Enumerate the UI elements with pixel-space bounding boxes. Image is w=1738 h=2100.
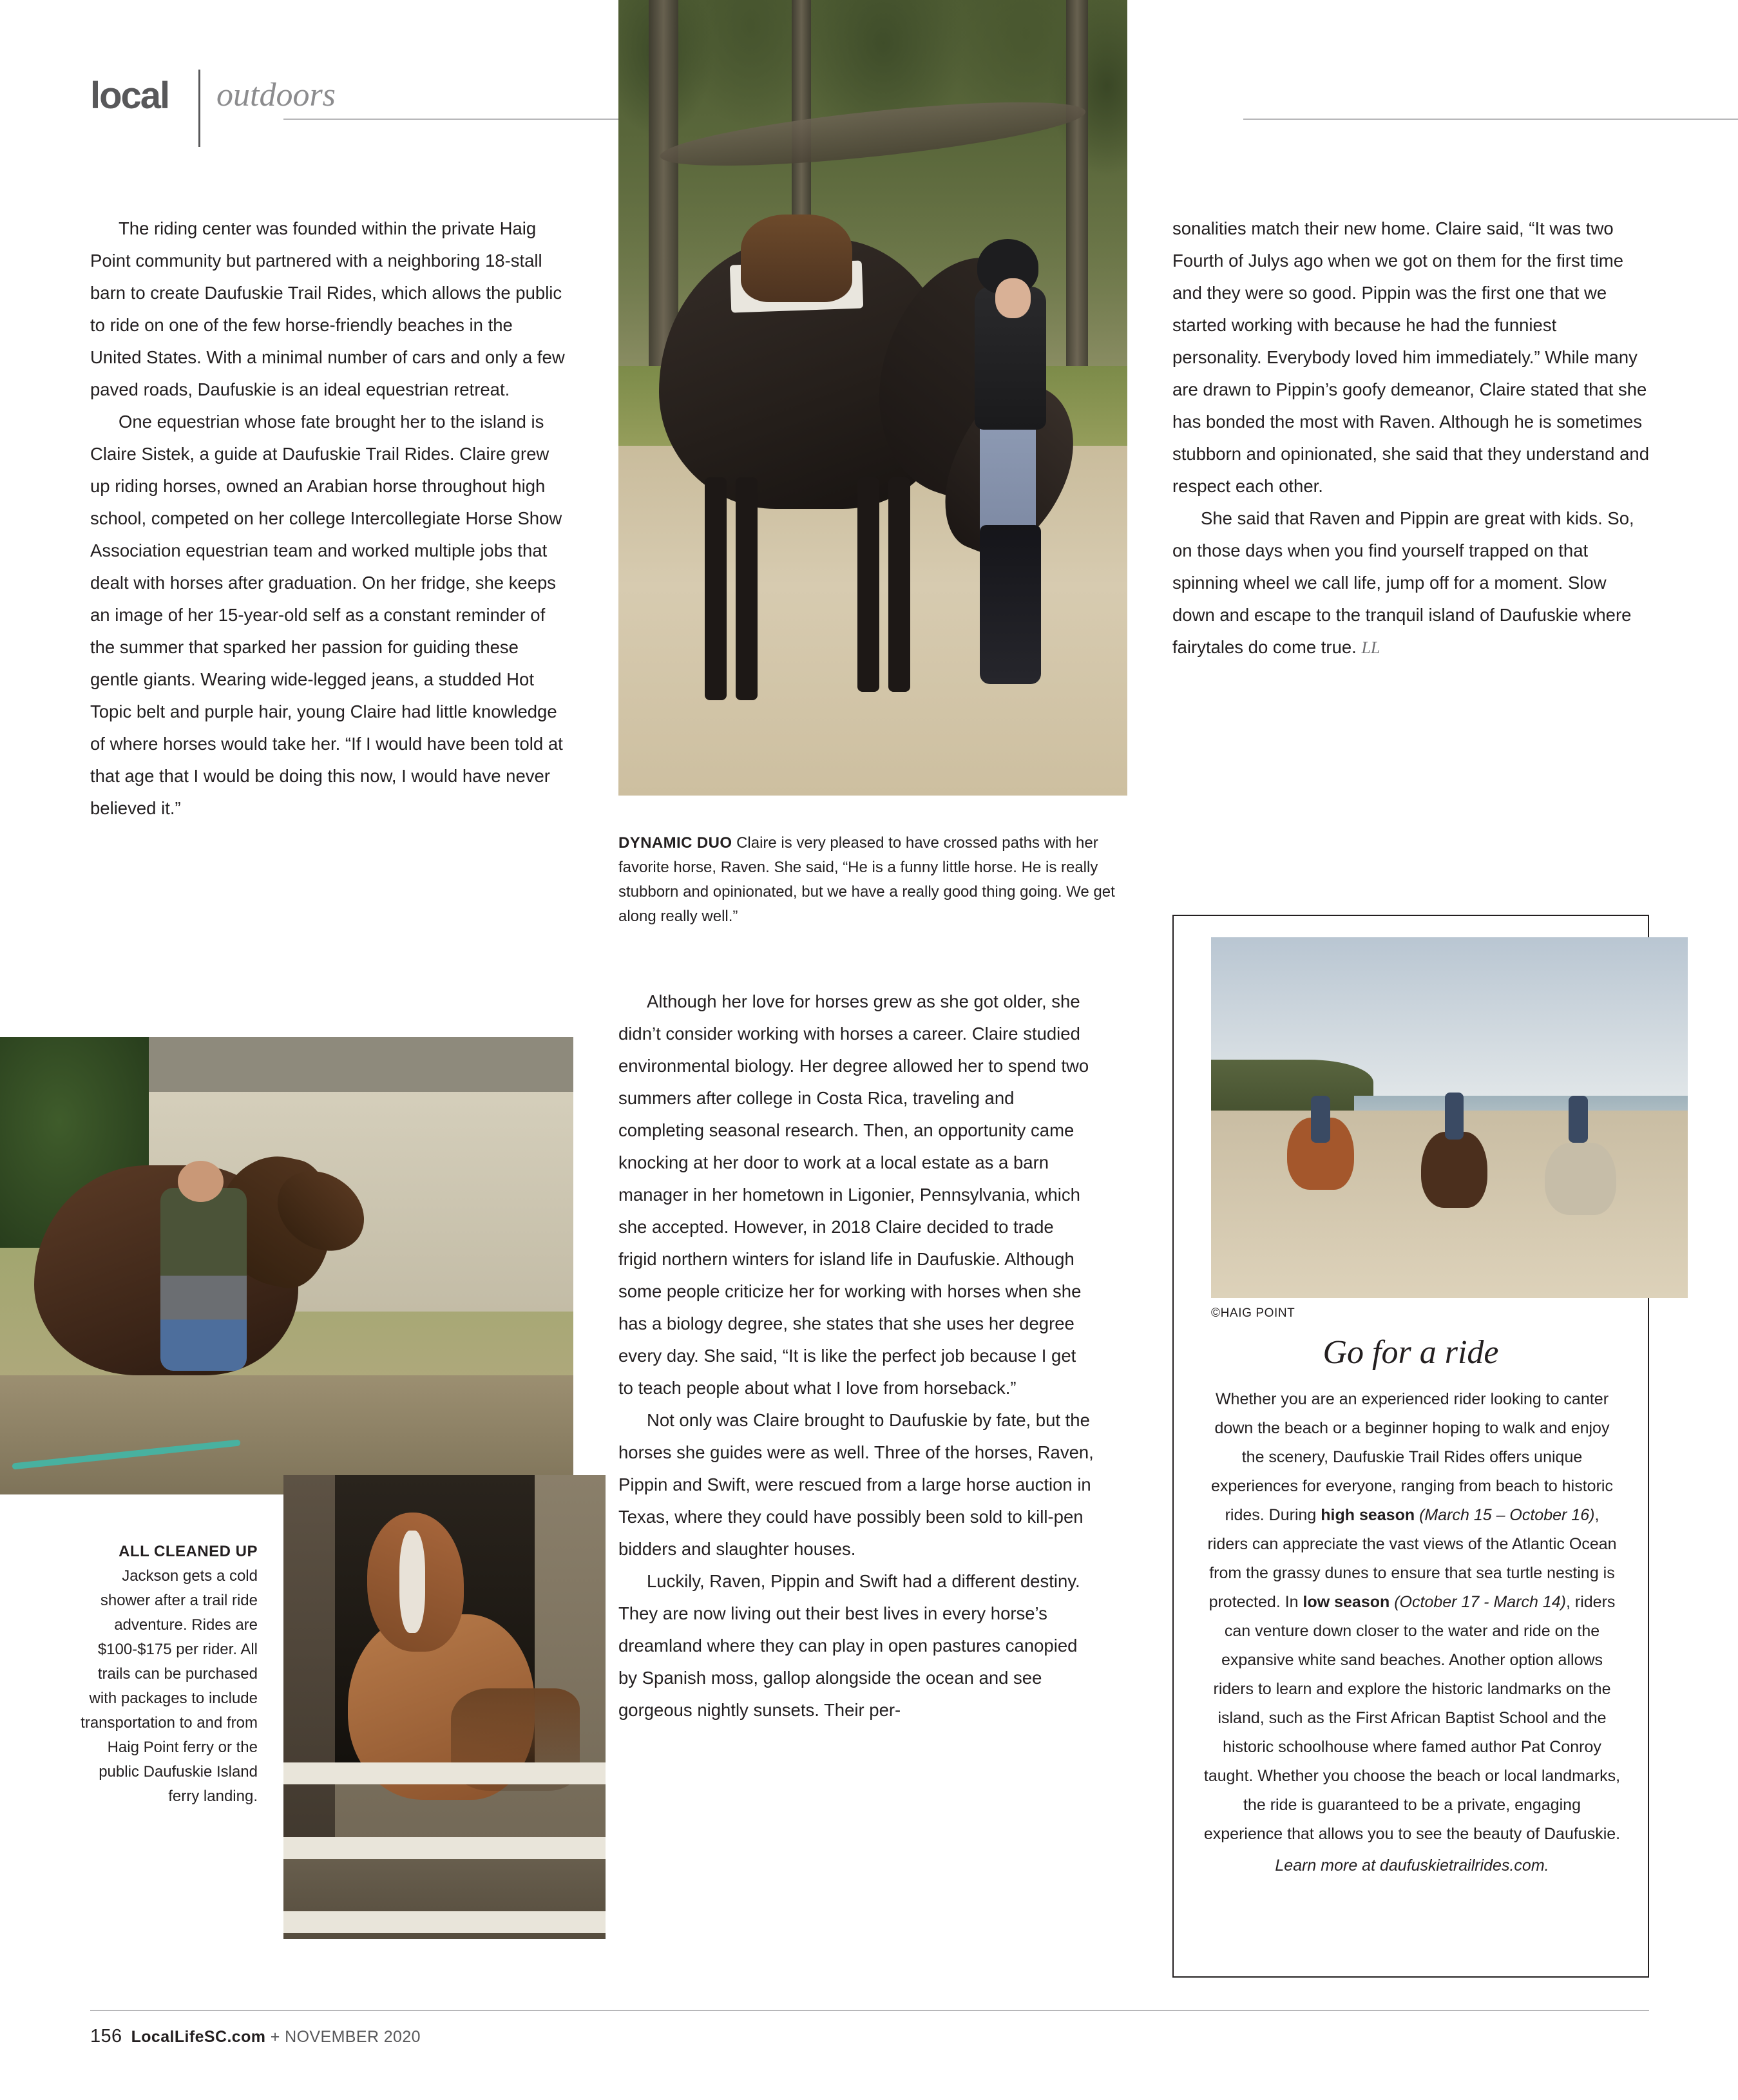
sidebar-text-part2: , riders can appreciate the vast views of the Atlantic Ocean from the grassy dunes to ensure that sea turtle nesting is protected. In bbox=[1207, 1506, 1617, 1611]
end-mark: LL bbox=[1361, 638, 1380, 657]
photo-fence-rail bbox=[283, 1762, 606, 1784]
sidebar-low-season-label: low season bbox=[1303, 1593, 1390, 1611]
caption-title: ALL CLEANED UP bbox=[119, 1543, 258, 1560]
paragraph-text: She said that Raven and Pippin are great with kids. So, on those days when you find yourself trapped on that spinning wheel we call life, jump off for a moment. Slow down and escape to the tranquil island of Daufuskie where fairytales do come true. bbox=[1172, 508, 1634, 657]
sidebar-high-season-dates: (March 15 – October 16) bbox=[1415, 1506, 1595, 1524]
body-column-one bbox=[90, 213, 567, 825]
caption-dynamic-duo bbox=[618, 831, 1127, 929]
photo-rider-face bbox=[995, 278, 1031, 318]
sidebar-heading: Go for a ride bbox=[1323, 1334, 1499, 1371]
photo-horse-leg bbox=[705, 477, 727, 700]
masthead-divider bbox=[198, 70, 200, 147]
photo-tree-trunk bbox=[1066, 0, 1088, 382]
photo-groom-head bbox=[178, 1161, 224, 1202]
paragraph bbox=[1172, 502, 1649, 664]
photo-horse-leg bbox=[736, 477, 758, 700]
caption-text: Jackson gets a cold shower after a trail ride adventure. Rides are $100-$175 per rider. All trails can be purchased with packages to include transportation to and from Haig Point ferry or the public Daufuskie Island ferry landing. bbox=[81, 1567, 258, 1805]
body-column-three bbox=[1172, 213, 1649, 664]
photo-rider-boots bbox=[980, 525, 1041, 684]
photo-rider bbox=[1445, 1093, 1464, 1140]
footer-site: LocalLifeSC.com bbox=[131, 2028, 266, 2046]
page-footer bbox=[90, 2026, 421, 2047]
photo-claire-and-raven bbox=[618, 0, 1127, 796]
photo-horse-blaze bbox=[399, 1531, 425, 1632]
photo-horse-leg bbox=[857, 477, 879, 692]
paragraph: The riding center was founded within the private Haig Point community but partnered with a neighboring 18-stall barn to create Daufuskie Trail Rides, which allows the public to ride on one of the few horse-friendly beaches in the United States. With a minimal number of cars and only a few paved roads, Daufuskie is an ideal equestrian retreat. bbox=[90, 218, 565, 399]
photo-beach-riders bbox=[1211, 937, 1688, 1298]
body-column-two bbox=[618, 986, 1095, 1726]
sidebar-text-part3: , riders can venture down closer to the water and ride on the expansive white sand beaches. Another option allows riders to learn and explore the historic landmarks on the island, such as the First African Baptist School and the historic schoolhouse where famed author Pat Conroy taught. Whether you choose the beach or local landmarks, the ride is guaranteed to be a private, engaging experience that allows you to see the beauty of Daufuskie. bbox=[1203, 1593, 1621, 1843]
photo-groom-person bbox=[160, 1188, 247, 1371]
photo-horse-leg bbox=[888, 477, 910, 692]
photo-fence-rail bbox=[283, 1911, 606, 1933]
caption-text: Claire is very pleased to have crossed paths with her favorite horse, Raven. She said, “He is a funny little horse. He is really stubborn and opinionated, but we have a really good thing going. We get along really well.” bbox=[618, 834, 1115, 925]
photo-horse-dark bbox=[1421, 1132, 1488, 1208]
photo-rider-legs bbox=[980, 414, 1036, 541]
paragraph: Luckily, Raven, Pippin and Swift had a different destiny. They are now living out their best lives in every horse’s dreamland where they can play in open pastures canopied by Spanish moss, gallop alongside the ocean and see gorgeous nightly sunsets. Their per- bbox=[618, 1571, 1080, 1720]
caption-title: DYNAMIC DUO bbox=[618, 834, 732, 852]
photo-horse-being-washed bbox=[0, 1037, 573, 1494]
photo-credit: ©HAIG POINT bbox=[1211, 1306, 1295, 1320]
photo-fence-rail bbox=[283, 1837, 606, 1859]
sidebar-high-season-label: high season bbox=[1321, 1506, 1415, 1524]
paragraph: Although her love for horses grew as she got older, she didn’t consider working with horses a career. Claire studied environmental biology. Her degree allowed her to spend two summers after college in Costa Rica, traveling and completing seasonal research. Then, an opportunity came knocking at her door to work at a local estate as a barn manager in her hometown in Ligonier, Pennsylvania, which she accepted. However, in 2018 Claire decided to trade frigid northern winters for island life in Daufuskie. Although some people criticize her for working with horses when she has a biology degree, she states that she uses her degree every day. She said, “It is like the perfect job because I get to teach people about what I love from horseback.” bbox=[618, 991, 1089, 1398]
paragraph: Not only was Claire brought to Daufuskie by fate, but the horses she guides were as well. Three of the horses, Raven, Pippin and Swift, were rescued from a large horse auction in Texas, where they could have possibly been sold to kill-pen bidders and slaughter houses. bbox=[618, 1410, 1094, 1559]
sidebar-body-text bbox=[1203, 1385, 1621, 1880]
photo-rider bbox=[1569, 1096, 1588, 1143]
photo-horse-gray bbox=[1545, 1143, 1616, 1215]
sidebar-learn-more: Learn more at daufuskietrailrides.com. bbox=[1275, 1857, 1549, 1875]
paragraph: sonalities match their new home. Claire said, “It was two Fourth of Julys ago when we got on them for the first time and they were so good. Pippin was the first one that we started working with because he had the funniest personality. Everybody loved him immediately.” While many are drawn to Pippin’s goofy demeanor, Claire stated that she has bonded the most with Raven. Although he is sometimes stubborn and opinionated, she said that they understand and respect each other. bbox=[1172, 218, 1650, 496]
header-rule-right bbox=[1243, 119, 1738, 120]
sidebar-low-season-dates: (October 17 - March 14) bbox=[1389, 1593, 1566, 1611]
masthead-section: outdoors bbox=[216, 77, 336, 113]
photo-rider bbox=[1311, 1096, 1330, 1143]
paragraph: One equestrian whose fate brought her to the island is Claire Sistek, a guide at Daufuskie Trail Rides. Claire grew up riding horses, owned an Arabian horse throughout high school, competed on her college Intercollegiate Horse Show Association equestrian team and worked multiple jobs that dealt with horses after graduation. On her fridge, she keeps an image of her 15-year-old self as a constant reminder of the summer that sparked her passion for guiding these gentle giants. Wearing wide-legged jeans, a studded Hot Topic belt and purple hair, young Claire had little knowledge of where horses would take her. “If I would have been told at that age that I would be doing this now, I would have never believed it.” bbox=[90, 412, 563, 818]
sidebar-text-part1: Whether you are an experienced rider looking to canter down the beach or a beginner hoping to walk and enjoy the scenery, Daufuskie Trail Rides offers unique experiences for everyone, ranging from beach to historic rides. During bbox=[1211, 1390, 1613, 1524]
photo-saddle bbox=[741, 215, 853, 302]
photo-saddled-horse-at-fence bbox=[283, 1475, 606, 1939]
masthead-brand: local bbox=[90, 75, 169, 117]
page-number: 156 bbox=[90, 2026, 122, 2047]
caption-all-cleaned-up bbox=[71, 1540, 258, 1809]
photo-riders-group bbox=[1211, 937, 1688, 1298]
footer-rule bbox=[90, 2010, 1649, 2011]
footer-issue: + NOVEMBER 2020 bbox=[270, 2028, 421, 2046]
